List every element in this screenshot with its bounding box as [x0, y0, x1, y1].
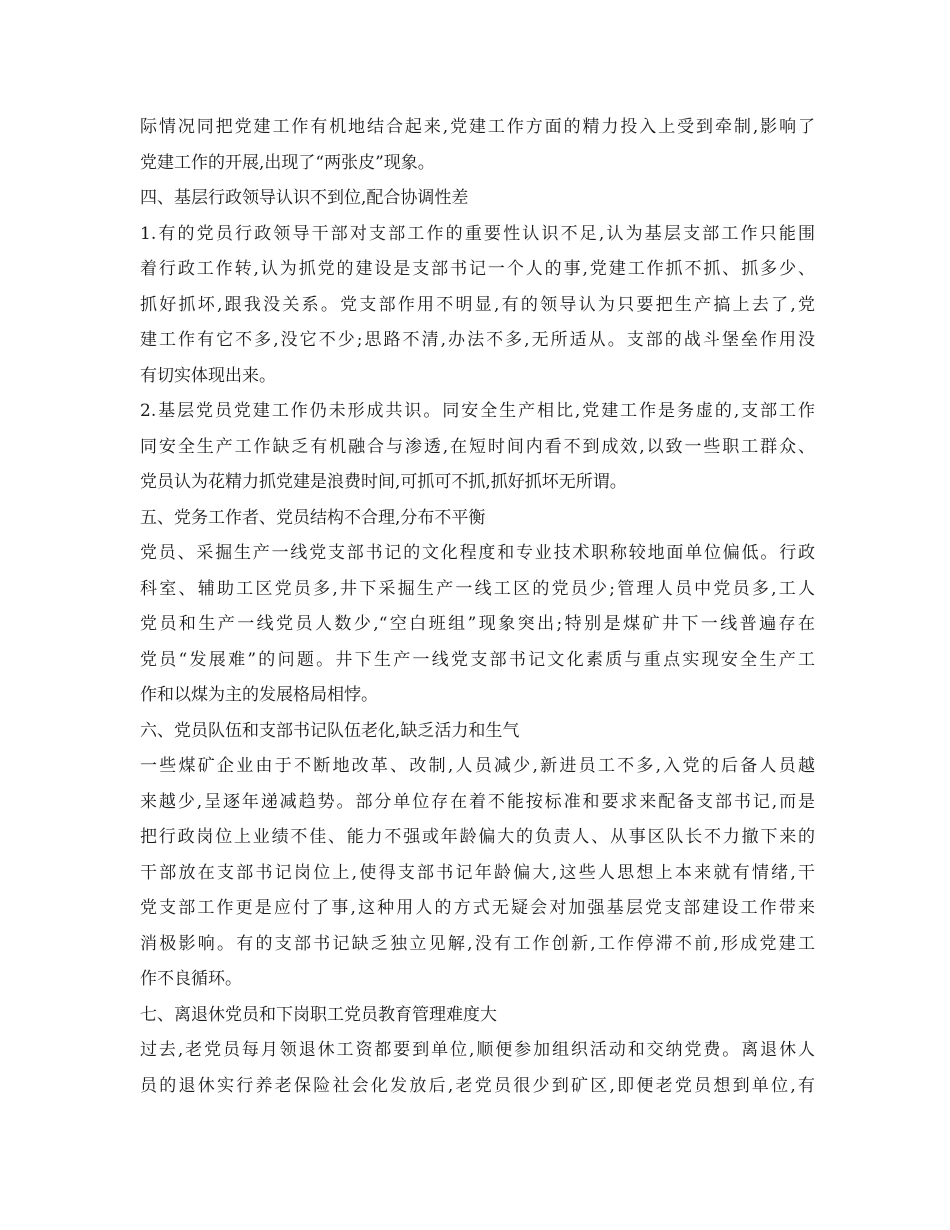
text-line: 员的退休实行养老保险社会化发放后,老党员很少到矿区,即便老党员想到单位,有 — [140, 1075, 815, 1096]
text-line: 着行政工作转,认为抓党的建设是支部书记一个人的事,党建工作抓不抓、抓多少、 — [140, 259, 815, 279]
text-line: 消极影响。有的支部书记缺乏独立见解,没有工作创新,工作停滞不前,形成党建工 — [140, 933, 815, 954]
text-line: 建工作有它不多,没它不少;思路不清,办法不多,无所适从。支部的战斗堡垒作用没 — [140, 330, 815, 350]
text-line: 同安全生产工作缺乏有机融合与渗透,在短时间内看不到成效,以致一些职工群众、 — [140, 436, 815, 457]
text-line: 党员和生产一线党员人数少,“空白班组”现象突出;特别是煤矿井下一线普遍存在 — [140, 614, 815, 634]
section-heading: 六、党员队伍和支部书记队伍老化,缺乏活力和生气 — [140, 720, 520, 741]
text-line: 党建工作的开展,出现了“两张皮”现象。 — [140, 152, 435, 173]
text-line: 作不良循环。 — [140, 969, 242, 989]
text-line: 把行政岗位上业绩不佳、能力不强或年龄偏大的负责人、从事区队长不力撤下来的 — [140, 827, 815, 847]
section-heading: 七、离退休党员和下岗职工党员教育管理难度大 — [140, 1004, 497, 1025]
text-line: 一些煤矿企业由于不断地改革、改制,人员减少,新进员工不多,入党的后备人员越 — [140, 756, 815, 776]
text-line: 1.有的党员行政领导干部对支部工作的重要性认识不足,认为基层支部工作只能围 — [140, 223, 815, 244]
document-body — [140, 110, 815, 1104]
section-heading: 五、党务工作者、党员结构不合理,分布不平衡 — [140, 507, 486, 528]
text-line: 党支部工作更是应付了事,这种用人的方式无疑会对加强基层党支部建设工作带来 — [140, 898, 815, 918]
section-heading: 四、基层行政领导认识不到位,配合协调性差 — [140, 188, 469, 208]
text-line: 2.基层党员党建工作仍未形成共识。同安全生产相比,党建工作是务虚的,支部工作 — [140, 401, 815, 421]
text-line: 抓好抓坏,跟我没关系。党支部作用不明显,有的领导认为只要把生产搞上去了,党 — [140, 294, 815, 315]
text-line: 际情况同把党建工作有机地结合起来,党建工作方面的精力投入上受到牵制,影响了 — [140, 117, 815, 137]
text-line: 有切实体现出来。 — [140, 365, 276, 386]
text-line: 来越少,呈逐年递减趋势。部分单位存在着不能按标准和要求来配备支部书记,而是 — [140, 791, 815, 812]
text-line: 科室、辅助工区党员多,井下采掘生产一线工区的党员少;管理人员中党员多,工人 — [140, 578, 815, 599]
text-line: 干部放在支部书记岗位上,使得支部书记年龄偏大,这些人思想上本来就有情绪,干 — [140, 862, 815, 883]
text-line: 作和以煤为主的发展格局相悖。 — [140, 685, 378, 705]
text-line: 党员“发展难”的问题。井下生产一线党支部书记文化素质与重点实现安全生产工 — [140, 649, 815, 670]
text-line: 过去,老党员每月领退休工资都要到单位,顺便参加组织活动和交纳党费。离退休人 — [140, 1040, 815, 1060]
text-line: 党员、采掘生产一线党支部书记的文化程度和专业技术职称较地面单位偏低。行政 — [140, 543, 815, 563]
text-line: 党员认为花精力抓党建是浪费时间,可抓可不抓,抓好抓坏无所谓。 — [140, 472, 627, 492]
